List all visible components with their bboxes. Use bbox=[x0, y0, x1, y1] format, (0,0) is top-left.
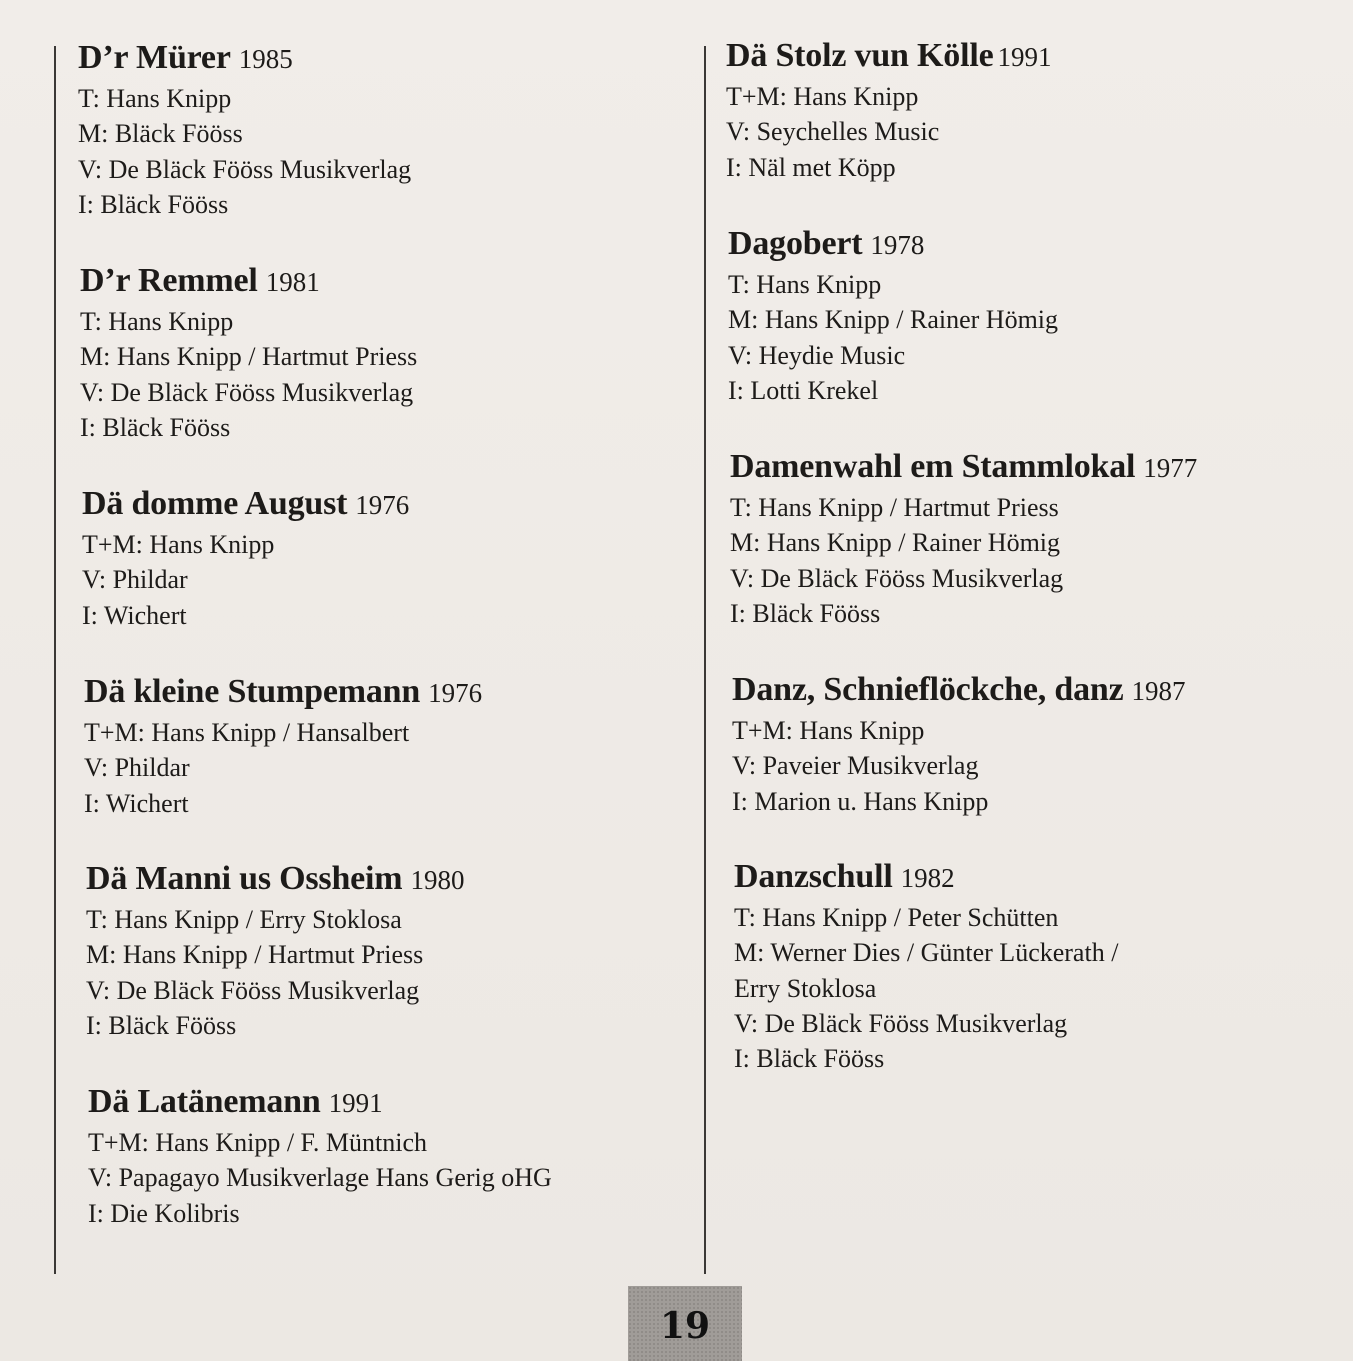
credit-line: V: De Bläck Fööss Musikverlag bbox=[86, 975, 420, 1005]
credit-line: V: De Bläck Fööss Musikverlag bbox=[730, 563, 1064, 593]
song-year: 1991 bbox=[997, 42, 1052, 72]
credit-line: M: Werner Dies / Günter Lückerath / bbox=[734, 938, 1119, 968]
credit-line: I: Bläck Fööss bbox=[734, 1044, 885, 1074]
credit-line: V: Paveier Musikverlag bbox=[732, 751, 979, 781]
credit-line: M: Hans Knipp / Hartmut Priess bbox=[80, 342, 418, 372]
credit-line: I: Wichert bbox=[82, 600, 187, 630]
credit-line: V: Heydie Music bbox=[728, 340, 906, 370]
credit-line: I: Die Kolibris bbox=[88, 1198, 240, 1228]
song-entry bbox=[84, 670, 482, 821]
credit-line: I: Bläck Fööss bbox=[80, 412, 231, 442]
song-title: Dagobert bbox=[728, 225, 863, 262]
song-title: D’r Remmel bbox=[80, 262, 258, 299]
song-entry bbox=[734, 855, 1118, 1076]
song-entry bbox=[728, 222, 1058, 408]
song-entry bbox=[82, 482, 409, 633]
song-year: 1981 bbox=[265, 267, 320, 297]
credit-line: I: Bläck Fööss bbox=[78, 189, 229, 219]
song-title: Dä Stolz vun Kölle bbox=[726, 37, 994, 74]
credit-line: V: De Bläck Fööss Musikverlag bbox=[80, 377, 414, 407]
credit-line: T: Hans Knipp bbox=[728, 270, 882, 299]
credit-line: T+M: Hans Knipp bbox=[732, 716, 925, 745]
song-entry bbox=[86, 857, 464, 1043]
credit-line: T: Hans Knipp bbox=[78, 84, 232, 113]
song-year: 1985 bbox=[238, 44, 293, 74]
song-title: Dä Manni us Ossheim bbox=[86, 860, 403, 897]
song-year: 1987 bbox=[1131, 676, 1186, 706]
credit-line: T+M: Hans Knipp bbox=[726, 82, 919, 111]
credit-line: M: Hans Knipp / Rainer Hömig bbox=[728, 305, 1059, 335]
credit-line: I: Wichert bbox=[84, 788, 189, 818]
song-entry bbox=[88, 1080, 552, 1231]
song-year: 1991 bbox=[328, 1088, 383, 1118]
credit-line: V: Phildar bbox=[84, 753, 190, 783]
credit-line: V: Phildar bbox=[82, 565, 188, 595]
credit-line: I: Marion u. Hans Knipp bbox=[732, 786, 989, 816]
credit-line: I: Lotti Krekel bbox=[728, 375, 879, 405]
song-entry bbox=[726, 34, 1051, 185]
credit-line: M: Hans Knipp / Hartmut Priess bbox=[86, 940, 424, 970]
credit-line: T: Hans Knipp / Erry Stoklosa bbox=[86, 905, 402, 934]
song-year: 1978 bbox=[870, 230, 925, 260]
credit-line: I: Bläck Fööss bbox=[730, 598, 881, 628]
credit-line: M: Hans Knipp / Rainer Hömig bbox=[730, 528, 1061, 558]
song-year: 1976 bbox=[355, 490, 410, 520]
song-entry bbox=[80, 259, 417, 445]
credit-line: V: Seychelles Music bbox=[726, 117, 940, 147]
credit-line: T+M: Hans Knipp bbox=[82, 530, 275, 559]
song-entry bbox=[78, 36, 411, 222]
song-title: Danzschull bbox=[734, 858, 893, 895]
credit-line: T+M: Hans Knipp / F. Müntnich bbox=[88, 1128, 428, 1157]
song-title: D’r Mürer bbox=[78, 39, 231, 76]
song-title: Dä kleine Stumpemann bbox=[84, 673, 421, 710]
song-title: Dä domme August bbox=[82, 485, 348, 522]
song-entry bbox=[730, 445, 1197, 631]
credit-line: M: Bläck Fööss bbox=[78, 119, 243, 149]
song-year: 1977 bbox=[1143, 453, 1198, 483]
credit-line: T: Hans Knipp bbox=[80, 307, 234, 336]
credit-line: V: Papagayo Musikverlage Hans Gerig oHG bbox=[88, 1163, 552, 1193]
credit-line: T: Hans Knipp / Peter Schütten bbox=[734, 903, 1059, 932]
song-year: 1980 bbox=[410, 865, 465, 895]
song-title: Danz, Schnieflöckche, danz bbox=[732, 671, 1124, 708]
song-entry bbox=[732, 668, 1185, 819]
credit-line: Erry Stoklosa bbox=[734, 973, 877, 1003]
credit-line: T+M: Hans Knipp / Hansalbert bbox=[84, 718, 410, 747]
right-column-rule bbox=[704, 46, 706, 1274]
credit-line: V: De Bläck Fööss Musikverlag bbox=[78, 154, 412, 184]
credit-line: T: Hans Knipp / Hartmut Priess bbox=[730, 493, 1059, 522]
song-year: 1976 bbox=[428, 678, 483, 708]
song-title: Damenwahl em Stammlokal bbox=[730, 448, 1136, 485]
credit-line: V: De Bläck Fööss Musikverlag bbox=[734, 1008, 1068, 1038]
left-column-rule bbox=[54, 46, 56, 1274]
page-number: 19 bbox=[659, 1304, 711, 1347]
credit-line: I: Bläck Fööss bbox=[86, 1010, 237, 1040]
song-year: 1982 bbox=[900, 863, 955, 893]
credit-line: I: Näl met Köpp bbox=[726, 152, 896, 182]
song-title: Dä Latänemann bbox=[88, 1083, 321, 1120]
page-number-box bbox=[628, 1286, 742, 1361]
